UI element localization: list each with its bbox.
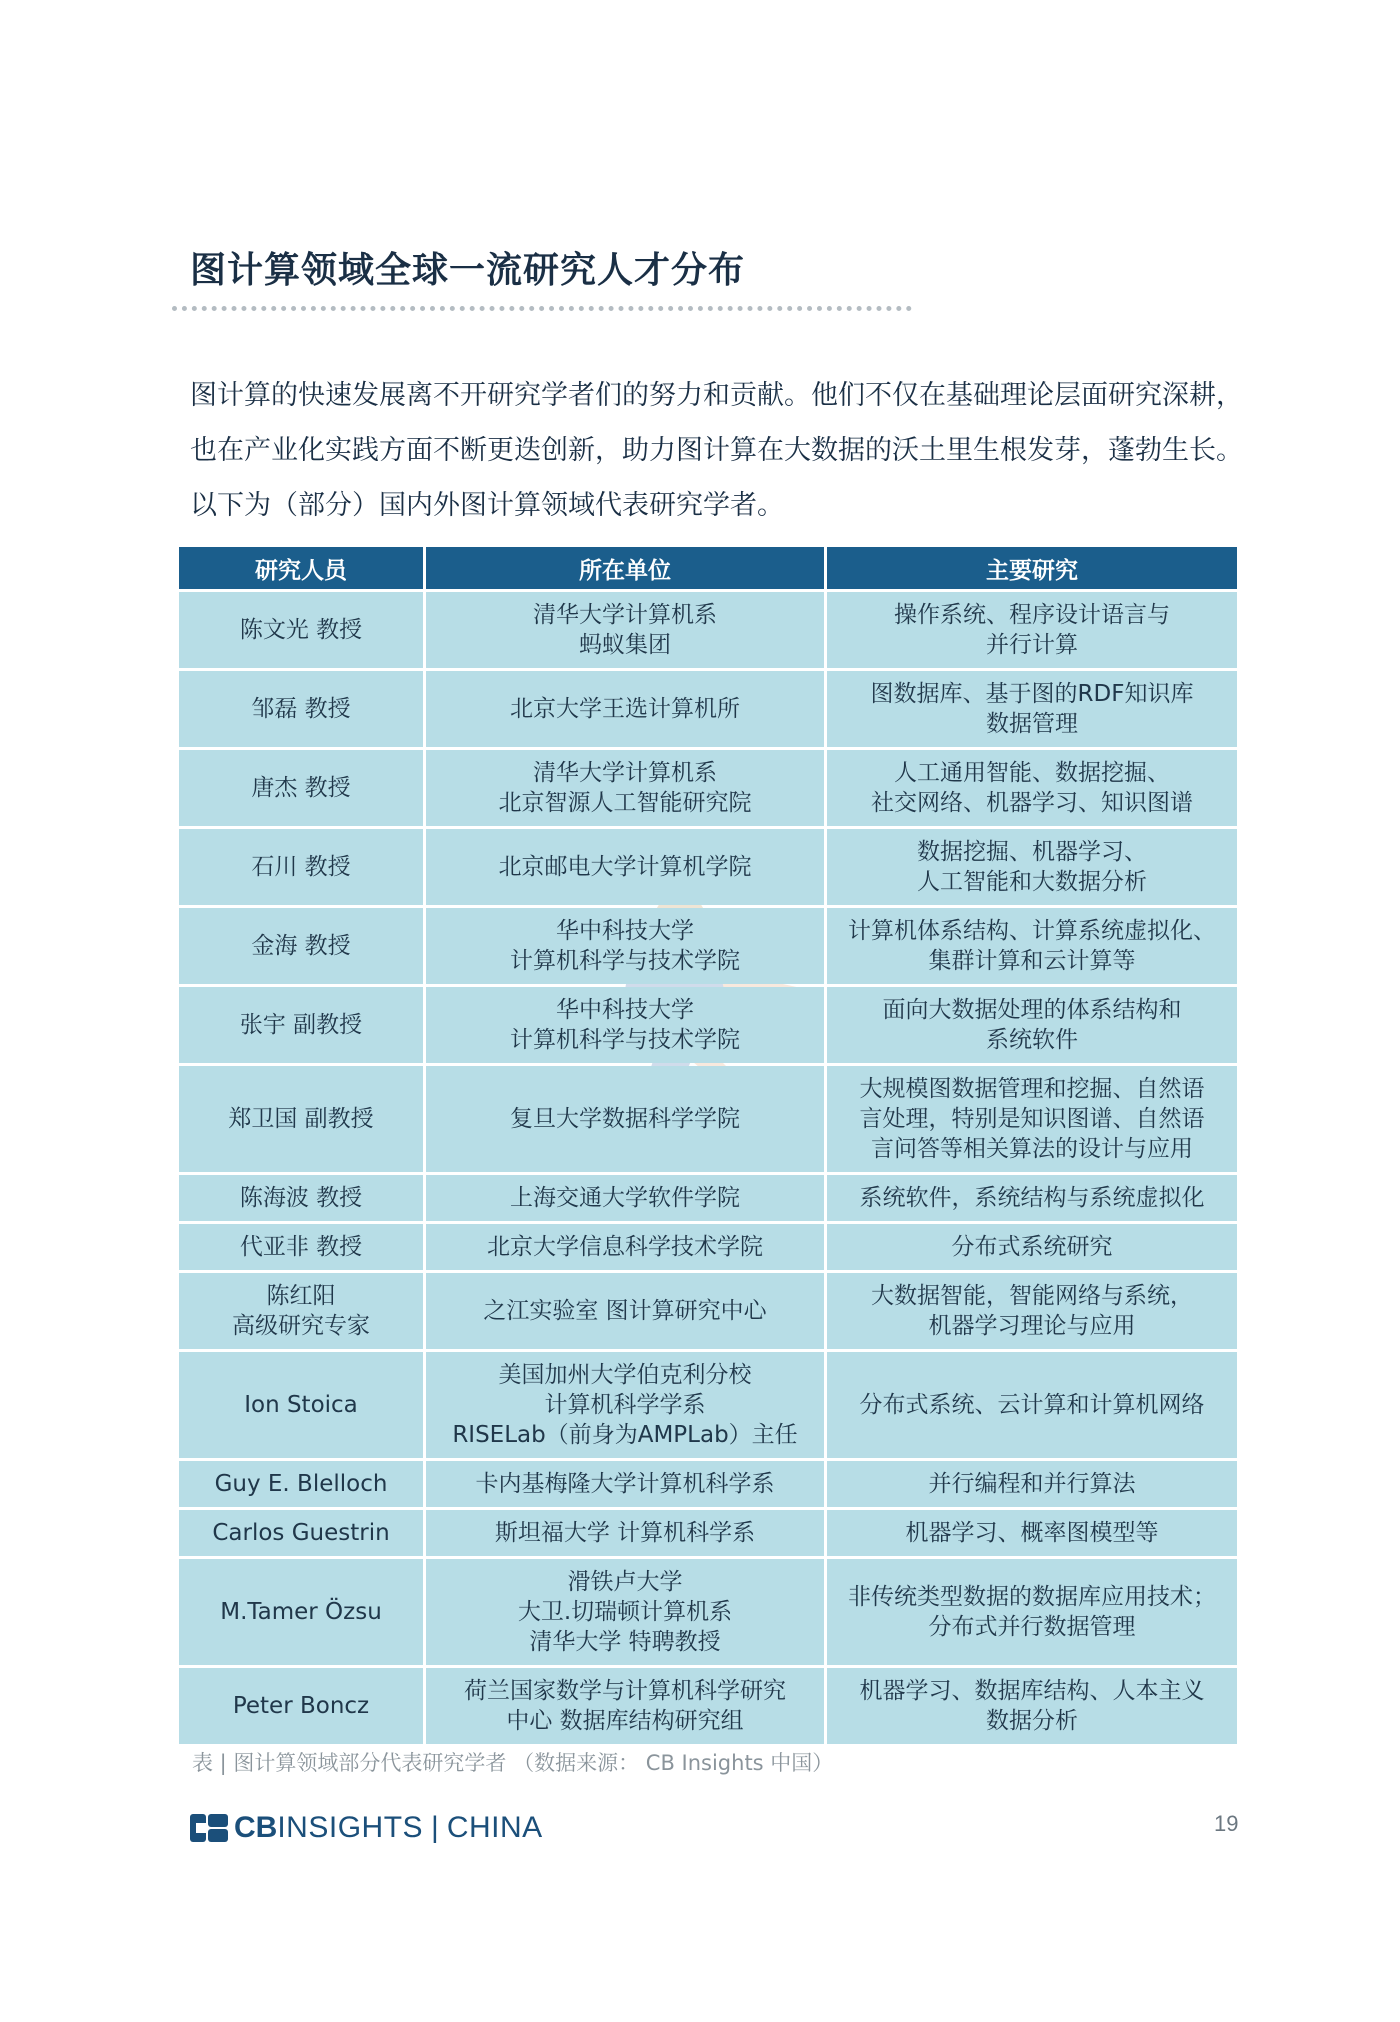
cell-institution: 美国加州大学伯克利分校 计算机科学学系 RISELab（前身为AMPLab）主任 — [426, 1352, 824, 1458]
cell-researcher: 唐杰 教授 — [179, 750, 423, 826]
table-row — [179, 1352, 1237, 1458]
title-divider — [172, 306, 912, 311]
cell-researcher: 金海 教授 — [179, 908, 423, 984]
cell-researcher: 陈红阳 高级研究专家 — [179, 1273, 423, 1349]
cell-institution: 滑铁卢大学 大卫.切瑞顿计算机系 清华大学 特聘教授 — [426, 1559, 824, 1665]
table-row — [179, 1224, 1237, 1270]
cell-institution: 华中科技大学 计算机科学与技术学院 — [426, 987, 824, 1063]
cell-research: 面向大数据处理的体系结构和 系统软件 — [827, 987, 1237, 1063]
cell-researcher: 郑卫国 副教授 — [179, 1066, 423, 1172]
table-caption: 表 | 图计算领域部分代表研究学者 （数据来源： CB Insights 中国） — [192, 1751, 834, 1775]
table-row — [179, 1175, 1237, 1221]
cell-institution: 卡内基梅隆大学计算机科学系 — [426, 1461, 824, 1507]
cell-researcher: Peter Boncz — [179, 1668, 423, 1744]
cell-research: 非传统类型数据的数据库应用技术； 分布式并行数据管理 — [827, 1559, 1237, 1665]
cell-institution: 华中科技大学 计算机科学与技术学院 — [426, 908, 824, 984]
logo-separator: | — [431, 1811, 439, 1844]
cell-researcher: 张宇 副教授 — [179, 987, 423, 1063]
table-row — [179, 1273, 1237, 1349]
cell-researcher: Ion Stoica — [179, 1352, 423, 1458]
cell-institution: 北京邮电大学计算机学院 — [426, 829, 824, 905]
logo-insights-text: INSIGHTS — [277, 1811, 424, 1844]
table-row — [179, 908, 1237, 984]
table-row — [179, 1559, 1237, 1665]
cell-research: 人工通用智能、数据挖掘、 社交网络、机器学习、知识图谱 — [827, 750, 1237, 826]
cell-institution: 上海交通大学软件学院 — [426, 1175, 824, 1221]
table-row — [179, 1510, 1237, 1556]
cb-logo-icon — [190, 1814, 228, 1842]
table-row — [179, 987, 1237, 1063]
cell-institution: 之江实验室 图计算研究中心 — [426, 1273, 824, 1349]
cell-researcher: M.Tamer Özsu — [179, 1559, 423, 1665]
cell-researcher: 陈文光 教授 — [179, 592, 423, 668]
cell-research: 机器学习、数据库结构、人本主义 数据分析 — [827, 1668, 1237, 1744]
cell-researcher: Carlos Guestrin — [179, 1510, 423, 1556]
section-title: 图计算领域全球一流研究人才分布 — [190, 250, 746, 291]
cell-research: 数据挖掘、机器学习、 人工智能和大数据分析 — [827, 829, 1237, 905]
cell-researcher: Guy E. Blelloch — [179, 1461, 423, 1507]
cell-research: 并行编程和并行算法 — [827, 1461, 1237, 1507]
cell-researcher: 代亚非 教授 — [179, 1224, 423, 1270]
cell-researcher: 陈海波 教授 — [179, 1175, 423, 1221]
cell-institution: 复旦大学数据科学学院 — [426, 1066, 824, 1172]
cell-research: 分布式系统、云计算和计算机网络 — [827, 1352, 1237, 1458]
table-header-row — [179, 547, 1237, 589]
cell-institution: 北京大学信息科学技术学院 — [426, 1224, 824, 1270]
cell-institution: 清华大学计算机系 蚂蚁集团 — [426, 592, 824, 668]
table-row — [179, 592, 1237, 668]
table-row — [179, 671, 1237, 747]
logo-cb-text: CB — [234, 1811, 278, 1844]
cell-research: 图数据库、基于图的RDF知识库 数据管理 — [827, 671, 1237, 747]
table-row — [179, 750, 1237, 826]
cell-institution: 清华大学计算机系 北京智源人工智能研究院 — [426, 750, 824, 826]
logo-china-text: CHINA — [446, 1811, 543, 1844]
cell-research: 机器学习、概率图模型等 — [827, 1510, 1237, 1556]
cell-institution: 斯坦福大学 计算机科学系 — [426, 1510, 824, 1556]
table-row — [179, 1461, 1237, 1507]
cell-research: 分布式系统研究 — [827, 1224, 1237, 1270]
cell-research: 大数据智能，智能网络与系统， 机器学习理论与应用 — [827, 1273, 1237, 1349]
table-row — [179, 1668, 1237, 1744]
page-number: 19 — [1214, 1811, 1239, 1836]
table-row — [179, 1066, 1237, 1172]
cell-researcher: 邹磊 教授 — [179, 671, 423, 747]
cell-research: 计算机体系结构、计算系统虚拟化、 集群计算和云计算等 — [827, 908, 1237, 984]
cell-researcher: 石川 教授 — [179, 829, 423, 905]
cell-institution: 荷兰国家数学与计算机科学研究 中心 数据库结构研究组 — [426, 1668, 824, 1744]
intro-paragraph: 图计算的快速发展离不开研究学者们的努力和贡献。他们不仅在基础理论层面研究深耕，也在产业化实践方面不断更迭创新，助力图计算在大数据的沃土里生根发芽，蓬勃生长。以下为（部分）国内外图计算领域代表研究学者。 — [190, 380, 1243, 521]
cell-research: 大规模图数据管理和挖掘、自然语 言处理，特别是知识图谱、自然语 言问答等相关算法的设计与应用 — [827, 1066, 1237, 1172]
cell-research: 系统软件，系统结构与系统虚拟化 — [827, 1175, 1237, 1221]
table-row — [179, 829, 1237, 905]
cb-insights-logo — [190, 1808, 543, 1848]
header-researcher: 研究人员 — [179, 547, 423, 589]
header-institution: 所在单位 — [426, 547, 824, 589]
scholars-table — [176, 544, 1240, 1747]
header-research: 主要研究 — [827, 547, 1237, 589]
cell-institution: 北京大学王选计算机所 — [426, 671, 824, 747]
cell-research: 操作系统、程序设计语言与 并行计算 — [827, 592, 1237, 668]
